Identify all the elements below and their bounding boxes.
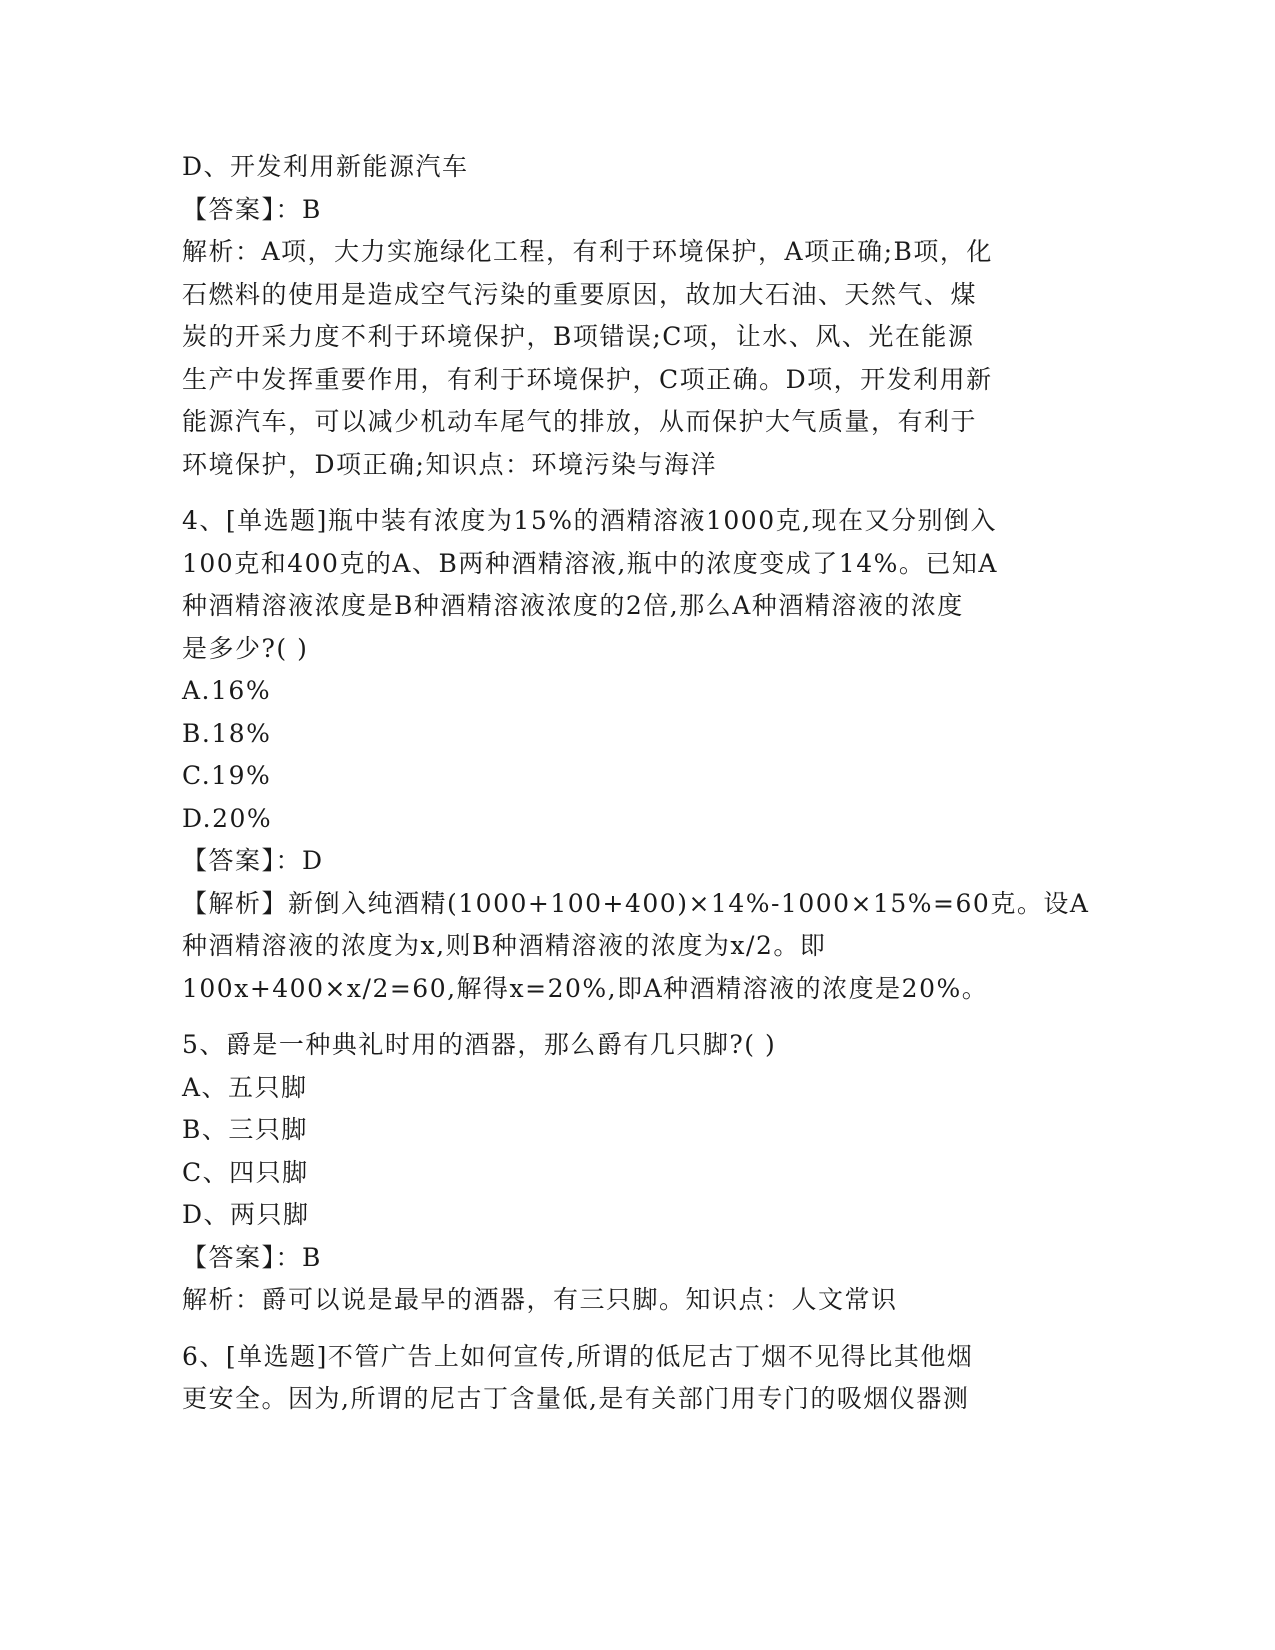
question-text: 种酒精溶液浓度是B种酒精溶液浓度的2倍,那么A种酒精溶液的浓度 — [182, 591, 964, 620]
option-d: D、两只脚 — [182, 1200, 310, 1229]
option-c: C、四只脚 — [182, 1157, 309, 1187]
spacer — [182, 1322, 1082, 1336]
analysis-line: 【解析】新倒入纯酒精(1000+100+400)×14%-1000×15%=60克。设A — [182, 888, 1090, 918]
answer-line: 【答案】：B — [182, 1242, 322, 1272]
question-text: 6、[单选题]不管广告上如何宣传,所谓的低尼古丁烟不见得比其他烟 — [182, 1341, 974, 1371]
analysis-line: 石燃料的使用是造成空气污染的重要原因，故加大石油、天然气、煤 — [182, 279, 978, 309]
analysis-line: 100x+400×x/2=60,解得x=20%,即A种酒精溶液的浓度是20%。 — [182, 973, 989, 1003]
question-text: 更安全。因为,所谓的尼古丁含量低,是有关部门用专门的吸烟仪器测 — [182, 1384, 970, 1413]
spacer — [182, 1010, 1082, 1024]
option-b: B、三只脚 — [182, 1115, 308, 1144]
analysis-line: 能源汽车，可以减少机动车尾气的排放，从而保护大气质量，有利于 — [182, 407, 978, 436]
answer-line: 【答案】：B — [182, 194, 322, 224]
analysis-line: 解析：A项，大力实施绿化工程，有利于环境保护，A项正确;B项，化 — [182, 237, 993, 266]
question-text: 100克和400克的A、B两种酒精溶液,瓶中的浓度变成了14%。已知A — [182, 548, 998, 578]
question-3-tail — [182, 146, 1082, 486]
analysis-line: 种酒精溶液的浓度为x,则B种酒精溶液的浓度为x/2。即 — [182, 931, 827, 960]
analysis-line: 解析：爵可以说是最早的酒器，有三只脚。知识点：人文常识 — [182, 1285, 898, 1314]
option-a: A、五只脚 — [182, 1072, 308, 1102]
answer-line: 【答案】：D — [182, 846, 324, 875]
option-a: A.16% — [182, 676, 272, 705]
question-6 — [182, 1336, 1082, 1421]
question-text: 4、[单选题]瓶中装有浓度为15%的酒精溶液1000克,现在又分别倒入 — [182, 506, 998, 535]
option-c: C.19% — [182, 761, 272, 790]
question-5 — [182, 1024, 1082, 1322]
analysis-line: 生产中发挥重要作用，有利于环境保护，C项正确。D项，开发利用新 — [182, 364, 993, 394]
question-text: 5、爵是一种典礼时用的酒器，那么爵有几只脚?( ) — [182, 1030, 777, 1059]
spacer — [182, 486, 1082, 500]
option-d: D、开发利用新能源汽车 — [182, 152, 469, 181]
analysis-line: 环境保护，D项正确;知识点：环境污染与海洋 — [182, 449, 717, 479]
option-d: D.20% — [182, 803, 273, 833]
question-text: 是多少?( ) — [182, 633, 309, 663]
analysis-line: 炭的开采力度不利于环境保护，B项错误;C项，让水、风、光在能源 — [182, 322, 975, 351]
option-b: B.18% — [182, 718, 272, 748]
document-page — [182, 146, 1090, 1421]
question-4 — [182, 500, 1090, 1010]
